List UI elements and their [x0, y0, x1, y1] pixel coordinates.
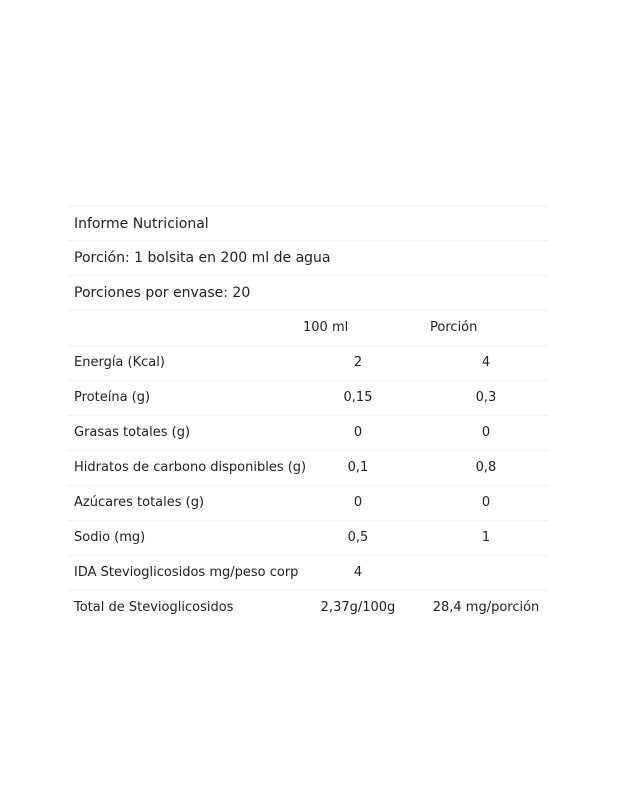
nutrient-label: Energía (Kcal): [74, 355, 165, 370]
portion-text: Porción: 1 bolsita en 200 ml de agua: [74, 250, 331, 266]
nutrient-label: Grasas totales (g): [74, 425, 191, 440]
column-header-100ml: 100 ml: [303, 320, 349, 335]
value-portion: 4: [481, 355, 491, 370]
nutrient-label: Azúcares totales (g): [74, 495, 205, 510]
value-100ml: 2: [353, 355, 363, 370]
table-row: [67, 521, 549, 556]
table-title-row: [67, 206, 549, 241]
table-row: [67, 591, 549, 626]
nutrient-label: IDA Stevioglicosidos mg/peso corp: [74, 565, 299, 580]
servings-text: Porciones por envase: 20: [74, 285, 251, 301]
value-100ml: 0,5: [347, 530, 369, 545]
table-title: Informe Nutricional: [74, 216, 209, 232]
nutrient-label: Sodio (mg): [74, 530, 146, 545]
servings-row: [67, 276, 549, 311]
table-row: [67, 346, 549, 381]
nutrient-label: Hidratos de carbono disponibles (g): [74, 460, 307, 475]
table-row: [67, 451, 549, 486]
table-row: [67, 381, 549, 416]
portion-row: [67, 241, 549, 276]
nutrient-label: Proteína (g): [74, 390, 151, 405]
value-100ml: 0: [353, 425, 363, 440]
value-portion: 1: [481, 530, 491, 545]
nutrition-table: [67, 206, 549, 626]
value-portion: 0,3: [475, 390, 497, 405]
value-portion: 28,4 mg/porción: [432, 600, 540, 615]
value-100ml: 2,37g/100g: [320, 600, 396, 615]
value-100ml: 0: [353, 495, 363, 510]
value-100ml: 0,1: [347, 460, 369, 475]
table-row: [67, 486, 549, 521]
value-portion: 0: [481, 495, 491, 510]
nutrient-label: Total de Stevioglicosidos: [74, 600, 234, 615]
column-header-portion: Porción: [430, 320, 478, 335]
value-portion: 0: [481, 425, 491, 440]
table-row: [67, 416, 549, 451]
column-header-row: [67, 311, 549, 346]
value-100ml: 4: [353, 565, 363, 580]
value-portion: 0,8: [475, 460, 497, 475]
value-100ml: 0,15: [343, 390, 373, 405]
table-row: [67, 556, 549, 591]
